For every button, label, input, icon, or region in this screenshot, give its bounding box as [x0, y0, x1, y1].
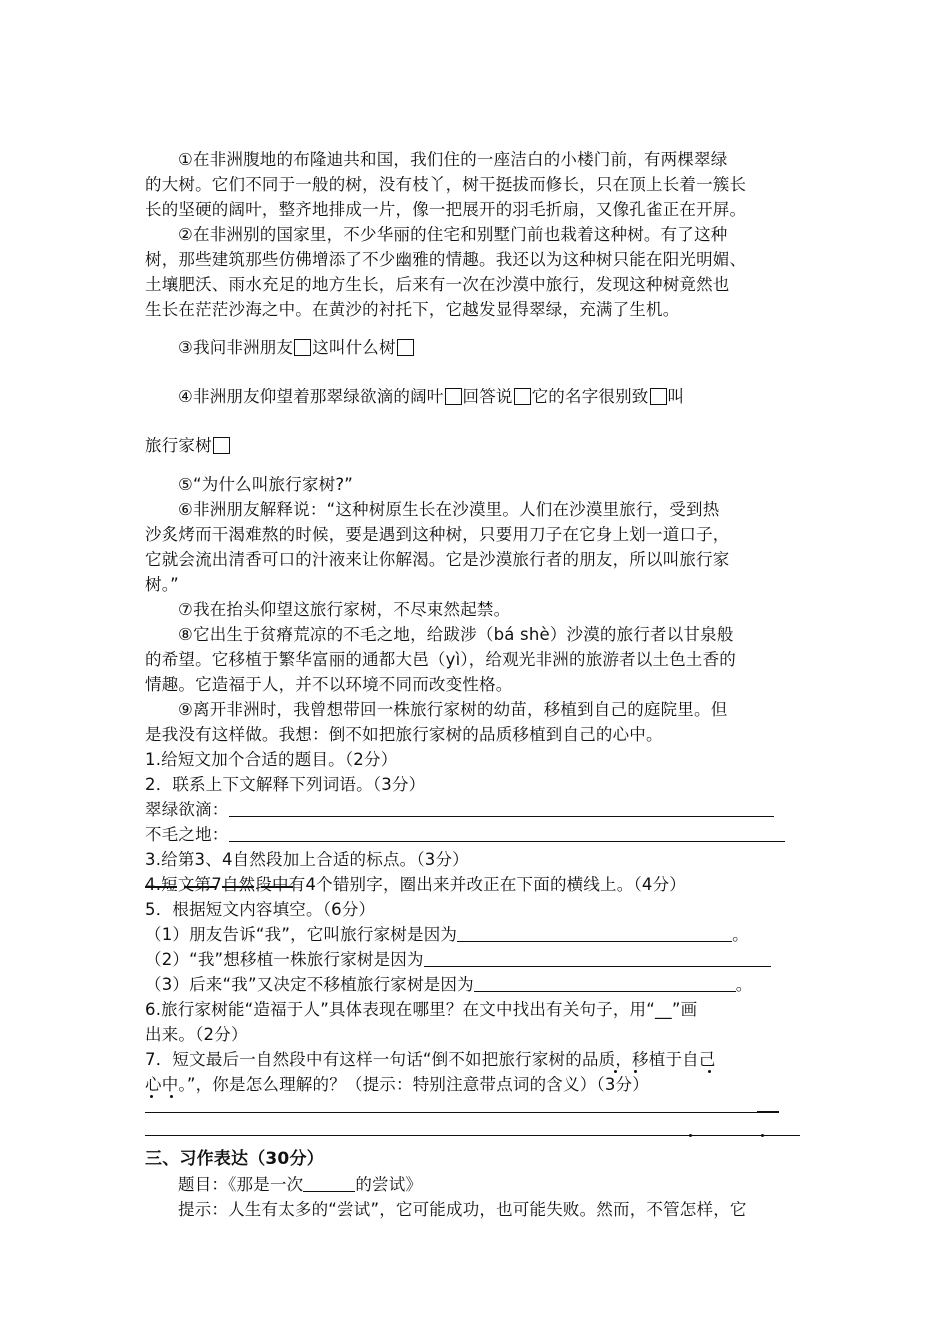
answer-blank[interactable]	[474, 973, 736, 992]
answer-line-1[interactable]	[145, 1112, 757, 1113]
emphasis-dot	[150, 1095, 153, 1098]
p9-line-2: 是我没有这样做。我想：倒不如把旅行家树的品质移植到自己的心中。	[145, 725, 663, 744]
p2-line-1: ②在非洲别的国家里，不少华丽的住宅和别墅门前也栽着这种树。有了这种	[178, 225, 728, 244]
answer-blank[interactable]	[229, 823, 785, 842]
question-3: 3.给第3、4自然段加上合适的标点。（3分）	[145, 850, 469, 869]
emphasis-dot	[170, 1095, 173, 1098]
correction-blank-2[interactable]	[184, 886, 216, 888]
p1-line-2: 的大树。它们不同于一般的树，没有枝丫，树干挺拔而修长，只在顶上长着一簇长	[145, 175, 747, 194]
emphasis-dot	[708, 1070, 711, 1073]
p3-text-b: 这叫什么树	[312, 338, 396, 357]
question-5-3	[145, 972, 753, 997]
question-7-line-1: 7．短文最后一自然段中有这样一句话“倒不如把旅行家树的品质，移植于自己	[145, 1050, 716, 1069]
p2-line-2: 树，那些建筑那些仿佛增添了不少幽雅的情趣。我还以为这种树只能在阳光明媚、	[145, 250, 747, 269]
p6-line-1: ⑥非洲朋友解释说：“这种树原生长在沙漠里。人们在沙漠里旅行，受到热	[178, 500, 720, 519]
question-4: 4.短文第7自然段中有4个错别字，圈出来并改正在下面的横线上。（4分）	[145, 875, 686, 894]
punctuation-box[interactable]	[294, 339, 311, 356]
p8-line-2: 的希望。它移植于繁华富丽的通都大邑（yì），给观光非洲的旅游者以土色土香的	[145, 650, 736, 669]
q5-3-text: （3）后来“我”又决定不移植旅行家树是因为	[145, 975, 474, 994]
punctuation-box[interactable]	[213, 437, 230, 454]
p1-line-3: 长的坚硬的阔叶，整齐地排成一片，像一把展开的羽毛折扇，又像孔雀正在开屏。	[145, 200, 747, 219]
p8-line-1: ⑧它出生于贫瘠荒凉的不毛之地，给跋涉（bá shè）沙漠的旅行者以甘泉般	[178, 625, 734, 644]
essay-hint: 提示：人生有太多的“尝试”，它可能成功，也可能失败。然而，不管怎样，它	[178, 1200, 747, 1219]
answer-blank[interactable]	[229, 798, 774, 817]
question-2b	[145, 822, 785, 847]
p4-text-e: 旅行家树	[145, 436, 212, 455]
p4-line-1	[178, 384, 684, 409]
punctuation-box[interactable]	[445, 388, 462, 405]
q5-2-text: （2）“我”想移植一株旅行家树是因为	[145, 950, 424, 969]
p3-text-a: ③我问非洲朋友	[178, 338, 294, 357]
p7-line: ⑦我在抬头仰望这旅行家树，不尽束然起禁。	[178, 600, 511, 619]
correction-blank-4[interactable]	[261, 886, 293, 888]
p9-line-1: ⑨离开非洲时，我曾想带回一株旅行家树的幼苗，移植到自己的庭院里。但	[178, 700, 728, 719]
term-label: 翠绿欲滴：	[145, 800, 229, 819]
question-1: 1.给短文加个合适的题目。（2分）	[145, 750, 398, 769]
title-blank[interactable]	[303, 1175, 355, 1192]
answer-line-2[interactable]	[145, 1135, 800, 1136]
section-3-heading: 三、习作表达（30分）	[145, 1149, 324, 1169]
p4-line-2	[145, 433, 231, 458]
question-6-line-1: 6.旅行家树能“造福于人”具体表现在哪里？在文中找出有关句子，用“__”画	[145, 1000, 698, 1019]
line-mark	[689, 1134, 692, 1137]
question-6-line-2: 出来。（2分）	[145, 1025, 248, 1044]
p5-line: ⑤“为什么叫旅行家树?”	[178, 475, 354, 494]
emphasis-dot	[634, 1070, 637, 1073]
q5-3-end: 。	[735, 975, 753, 994]
term-label: 不毛之地：	[145, 825, 229, 844]
punctuation-box[interactable]	[514, 388, 531, 405]
question-5: 5．根据短文内容填空。（6分）	[145, 900, 376, 919]
p1-line-1: ①在非洲腹地的布隆迪共和国，我们住的一座洁白的小楼门前，有两棵翠绿	[178, 150, 728, 169]
p6-line-4: 树。”	[145, 575, 179, 594]
answer-blank[interactable]	[457, 923, 732, 942]
p6-line-2: 沙炙烤而干渴难熬的时候，要是遇到这种树，只要用刀子在它身上划一道口子，	[145, 525, 730, 544]
question-7-line-2: 心中。”，你是怎么理解的？（提示：特别注意带点词的含义）（3分）	[145, 1075, 649, 1094]
p2-line-4: 生长在茫茫沙海之中。在黄沙的衬托下，它越发显得翠绿，充满了生机。	[145, 300, 680, 319]
question-2: 2．联系上下文解释下列词语。（3分）	[145, 775, 426, 794]
punctuation-box[interactable]	[397, 339, 414, 356]
correction-blank-1[interactable]	[145, 886, 177, 888]
question-2a	[145, 797, 774, 822]
p4-text-a: ④非洲朋友仰望着那翠绿欲滴的阔叶	[178, 387, 444, 406]
answer-blank[interactable]	[424, 948, 771, 967]
p4-text-c: 它的名字很别致	[531, 387, 649, 406]
emphasis-dot	[614, 1070, 617, 1073]
p4-text-b: 回答说	[462, 387, 513, 406]
answer-line-1-end	[757, 1111, 779, 1113]
essay-title	[178, 1172, 422, 1197]
p4-text-d: 叫	[667, 387, 685, 406]
p2-line-3: 土壤肥沃、雨水充足的地方生长，后来有一次在沙漠中旅行，发现这种树竟然也	[145, 275, 730, 294]
question-5-1	[145, 922, 749, 947]
punctuation-box[interactable]	[650, 388, 667, 405]
q5-1-end: 。	[732, 925, 749, 944]
p6-line-3: 它就会流出清香可口的汁液来让你解渴。它是沙漠旅行者的朋友，所以叫旅行家	[145, 550, 730, 569]
line-mark	[761, 1134, 764, 1137]
q5-1-text: （1）朋友告诉“我”，它叫旅行家树是因为	[145, 925, 458, 944]
p3-line	[178, 335, 415, 360]
essay-title-prefix: 题目：《那是一次	[178, 1175, 304, 1194]
p8-line-3: 情趣。它造福于人，并不以环境不同而改变性格。	[145, 675, 513, 694]
essay-title-suffix: 的尝试》	[355, 1175, 423, 1194]
question-5-2	[145, 947, 771, 972]
correction-blank-3[interactable]	[222, 886, 254, 888]
